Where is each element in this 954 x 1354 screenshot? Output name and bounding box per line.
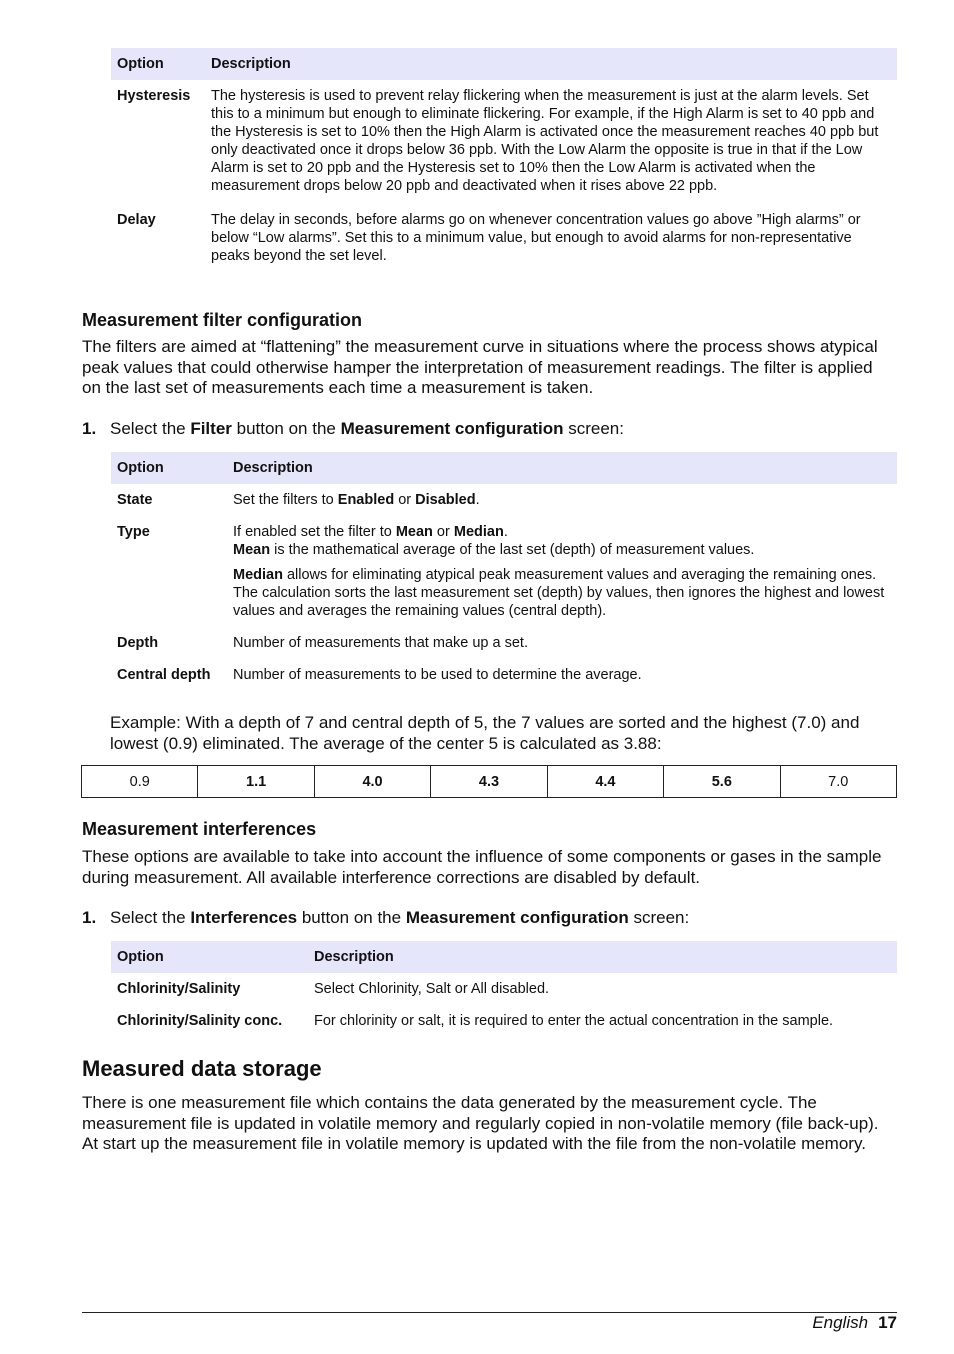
- table-row: [111, 484, 897, 516]
- table-row: [82, 766, 897, 798]
- column-header-option: Option: [111, 452, 227, 484]
- option-name: Hysteresis: [117, 88, 191, 104]
- table-header-row: [111, 48, 897, 80]
- table-row: [111, 659, 897, 691]
- footer-language: English: [812, 1313, 869, 1332]
- column-header-description: Description: [205, 48, 897, 80]
- option-description: Select Chlorinity, Salt or All disabled.: [314, 981, 550, 997]
- value-cell: 1.1: [198, 766, 314, 798]
- table-row: [111, 627, 897, 659]
- step-number: 1.: [82, 419, 97, 438]
- value-cell: 4.3: [431, 766, 547, 798]
- column-header-option: Option: [111, 48, 205, 80]
- option-description: Number of measurements to be used to determine the average.: [233, 667, 642, 683]
- footer-divider: [82, 1312, 897, 1313]
- filter-options-table: [111, 452, 897, 691]
- option-description: Set the filters to Enabled or Disabled.: [233, 492, 480, 508]
- page-number: 17: [878, 1313, 897, 1332]
- page-footer: [812, 1313, 897, 1333]
- filter-example: Example: With a depth of 7 and central depth of 5, the 7 values are sorted and the highest (7.0) and lowest (0.9) eliminated. The average of the center 5 is calculated as 3.88:: [110, 713, 860, 753]
- sorted-values-table: [81, 765, 897, 798]
- table-row: [111, 80, 897, 202]
- filter-step-1: 1. Select the Filter button on the Measurement configuration screen:: [82, 419, 624, 438]
- option-description: If enabled set the filter to Mean or Median. Mean is the mathematical average of the last set (depth) of measurement values. Median allows for eliminating atypical peak measurement values and averaging the remaining ones. The calculation sorts the last measurement set (depth) by values, then ignores the highest and lowest values and averages the remaining values (central depth).: [233, 524, 885, 619]
- value-cell: 7.0: [780, 766, 896, 798]
- option-name: State: [117, 492, 153, 508]
- interferences-step-1: 1. Select the Interferences button on the Measurement configuration screen:: [82, 908, 690, 927]
- column-header-description: Description: [308, 941, 897, 973]
- option-description: The hysteresis is used to prevent relay flickering when the measurement is just at the alarm levels. Set this to a minimum but enough to eliminate flickering. For example, if the High Alarm is set to 40 ppb and the Hysteresis is set to 10% then the High Alarm is activated once the measurement reaches 40 ppb but only deactivated once it drops below 36 ppb. With the Low Alarm the opposite is true in that if the Low Alarm is set to 20 ppb and the Hysteresis set to 10% then the Low Alarm is activated when the measurement drops below 20 ppb and deactivated when it rises above 22 ppb.: [211, 88, 879, 194]
- step-number: 1.: [82, 908, 97, 927]
- interferences-options-table: [111, 941, 897, 1037]
- table-row: [111, 973, 897, 1005]
- value-cell: 5.6: [664, 766, 780, 798]
- option-description: Number of measurements that make up a set.: [233, 635, 528, 651]
- column-header-option: Option: [111, 941, 308, 973]
- table-header-row: [111, 941, 897, 973]
- value-cell: 4.4: [547, 766, 663, 798]
- table-header-row: [111, 452, 897, 484]
- interferences-intro: These options are available to take into account the influence of some components or gases in the sample during measurement. All available interference corrections are disabled by default.: [82, 847, 882, 887]
- option-description: The delay in seconds, before alarms go on whenever concentration values go above ”High alarms” or below “Low alarms”. Set this to a minimum value, but enough to avoid alarms for non-representative peaks beyond the set level.: [211, 212, 861, 264]
- alarm-options-table: [111, 48, 897, 272]
- option-name: Central depth: [117, 667, 211, 683]
- table-row: [111, 1005, 897, 1037]
- option-name: Chlorinity/Salinity: [117, 981, 241, 997]
- option-name: Type: [117, 524, 150, 540]
- table-row: [111, 202, 897, 272]
- option-name: Delay: [117, 212, 156, 228]
- section-heading-storage: Measured data storage: [82, 1056, 322, 1081]
- option-name: Depth: [117, 635, 159, 651]
- column-header-description: Description: [227, 452, 897, 484]
- section-heading-filter: Measurement filter configuration: [82, 310, 363, 330]
- value-cell: 0.9: [82, 766, 198, 798]
- section-heading-interferences: Measurement interferences: [82, 819, 317, 839]
- storage-body: There is one measurement file which contains the data generated by the measurement cycle. The measurement file is updated in volatile memory and regularly copied in non-volatile memory (file back-up). At start up the measurement file in volatile memory is updated with the file from the non-volatile memory.: [82, 1093, 879, 1153]
- option-name: Chlorinity/Salinity conc.: [117, 1013, 283, 1029]
- table-row: [111, 516, 897, 627]
- value-cell: 4.0: [314, 766, 430, 798]
- filter-intro: The filters are aimed at “flattening” the measurement curve in situations where the process shows atypical peak values that could otherwise hamper the interpretation of measurement readings. The filter is applied on the last set of measurements each time a measurement is taken.: [82, 337, 878, 397]
- option-description: For chlorinity or salt, it is required to enter the actual concentration in the sample.: [314, 1013, 834, 1029]
